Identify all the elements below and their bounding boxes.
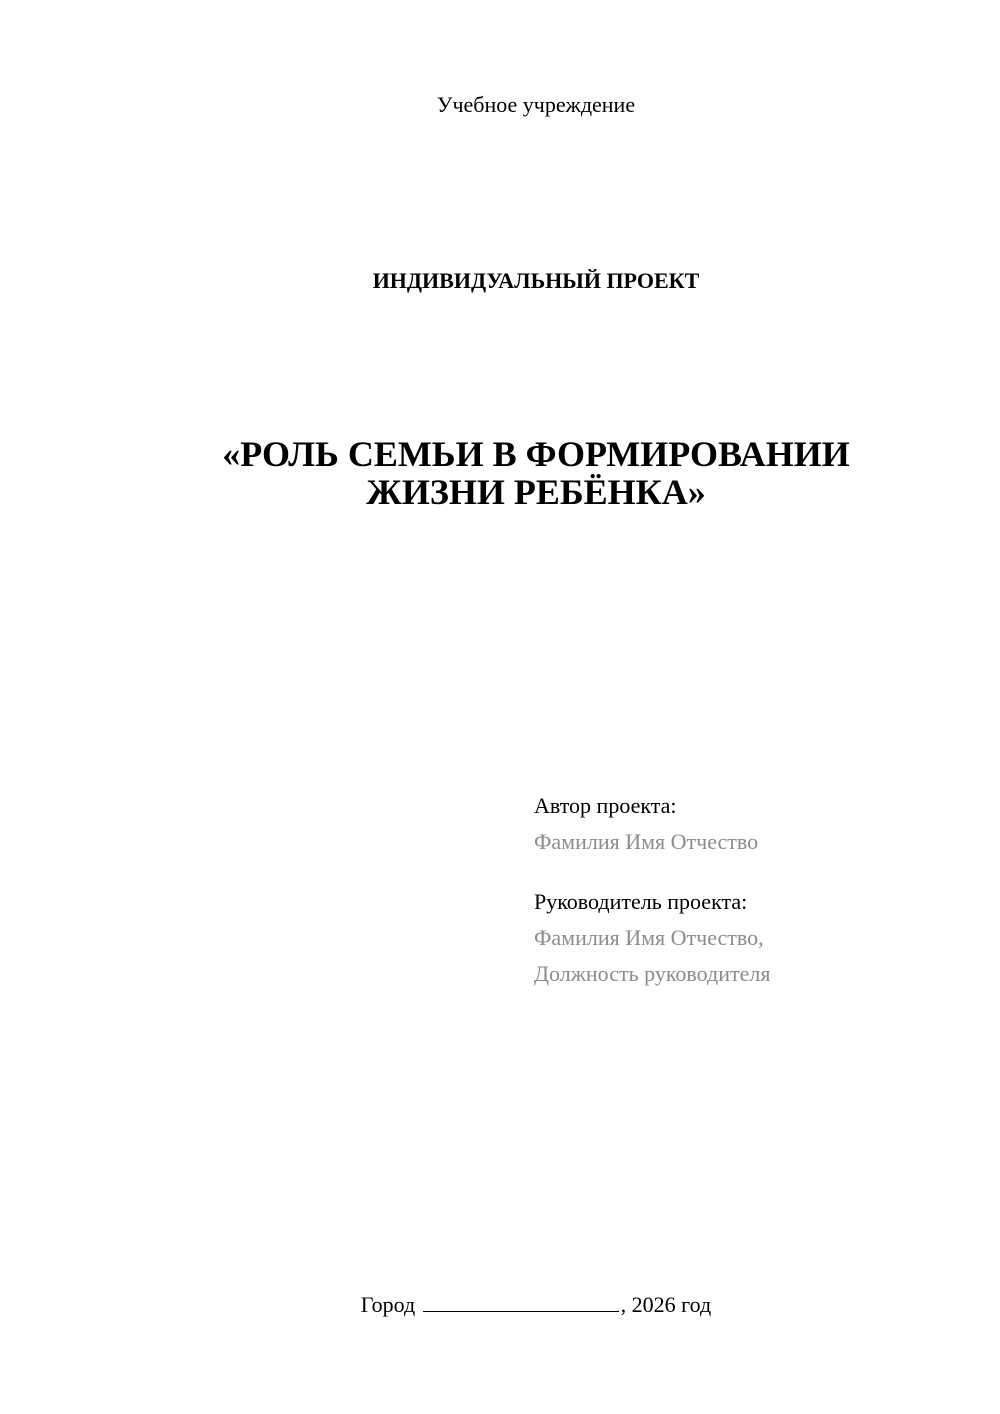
institution-name: Учебное учреждение	[436, 92, 636, 117]
author-label: Автор проекта:	[534, 793, 677, 818]
city-year-line	[0, 1290, 1000, 1320]
document-title	[0, 435, 1000, 511]
author-name: Фамилия Имя Отчество	[534, 829, 759, 854]
supervisor-name: Фамилия Имя Отчество,	[534, 925, 764, 950]
year-text: , 2026 год	[620, 1292, 712, 1317]
city-label: Город	[360, 1292, 416, 1317]
document-type: ИНДИВИДУАЛЬНЫЙ ПРОЕКТ	[372, 268, 700, 293]
credits-spacer	[534, 860, 974, 884]
document-title-line-2: ЖИЗНИ РЕБЁНКА»	[366, 472, 706, 512]
supervisor-position: Должность руководителя	[534, 961, 771, 986]
supervisor-label: Руководитель проекта:	[534, 889, 748, 914]
city-blank-underline	[423, 1291, 619, 1312]
document-title-line-1: «РОЛЬ СЕМЬИ В ФОРМИРОВАНИИ	[222, 434, 850, 474]
credits-block	[534, 788, 974, 992]
